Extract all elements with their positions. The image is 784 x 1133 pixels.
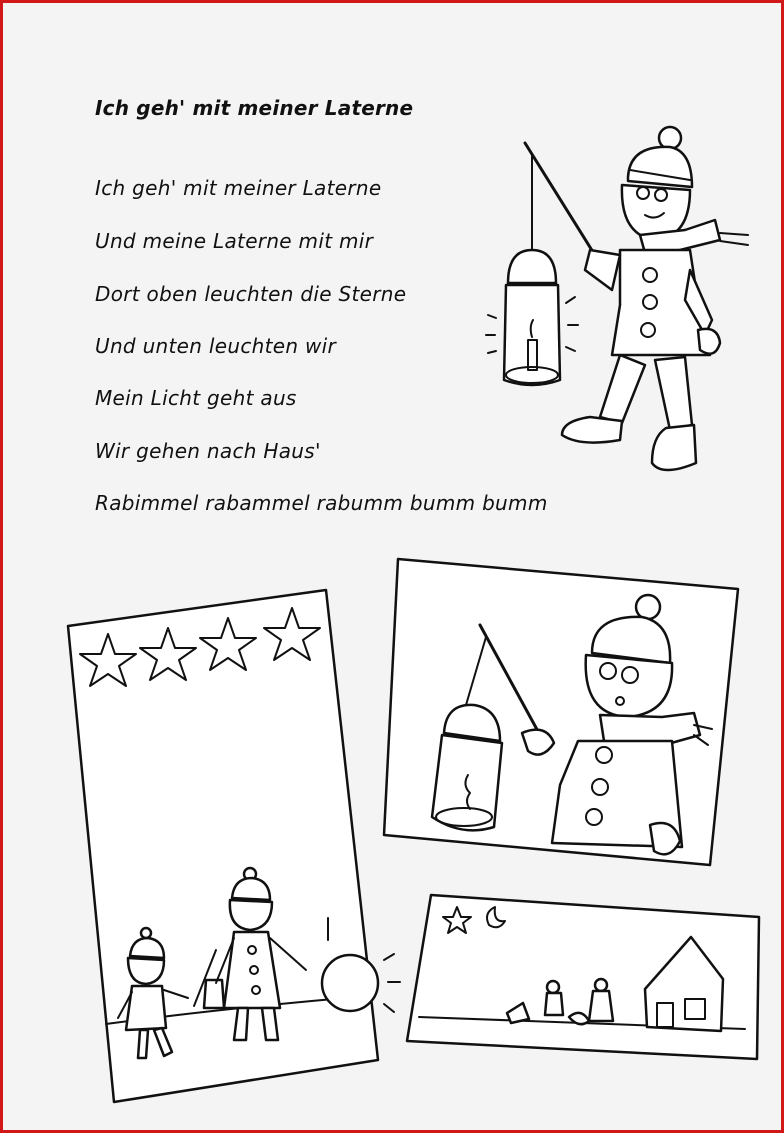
poem-line-3: Dort oben leuchten die Sterne — [95, 282, 407, 306]
child-with-lantern-illustration — [480, 125, 760, 480]
night-house-card — [405, 893, 761, 1063]
poem-line-5: Mein Licht geht aus — [95, 386, 297, 410]
child-closeup-card — [382, 555, 742, 870]
poem-title: Ich geh' mit meiner Laterne — [95, 96, 414, 120]
stars-and-children-card — [66, 588, 382, 1106]
poem-line-7: Rabimmel rabammel rabumm bumm bumm — [95, 491, 548, 515]
poem-line-1: Ich geh' mit meiner Laterne — [95, 176, 382, 200]
poem-line-4: Und unten leuchten wir — [95, 334, 337, 358]
poem-line-6: Wir gehen nach Haus' — [95, 439, 321, 463]
poem-line-2: Und meine Laterne mit mir — [95, 229, 374, 253]
